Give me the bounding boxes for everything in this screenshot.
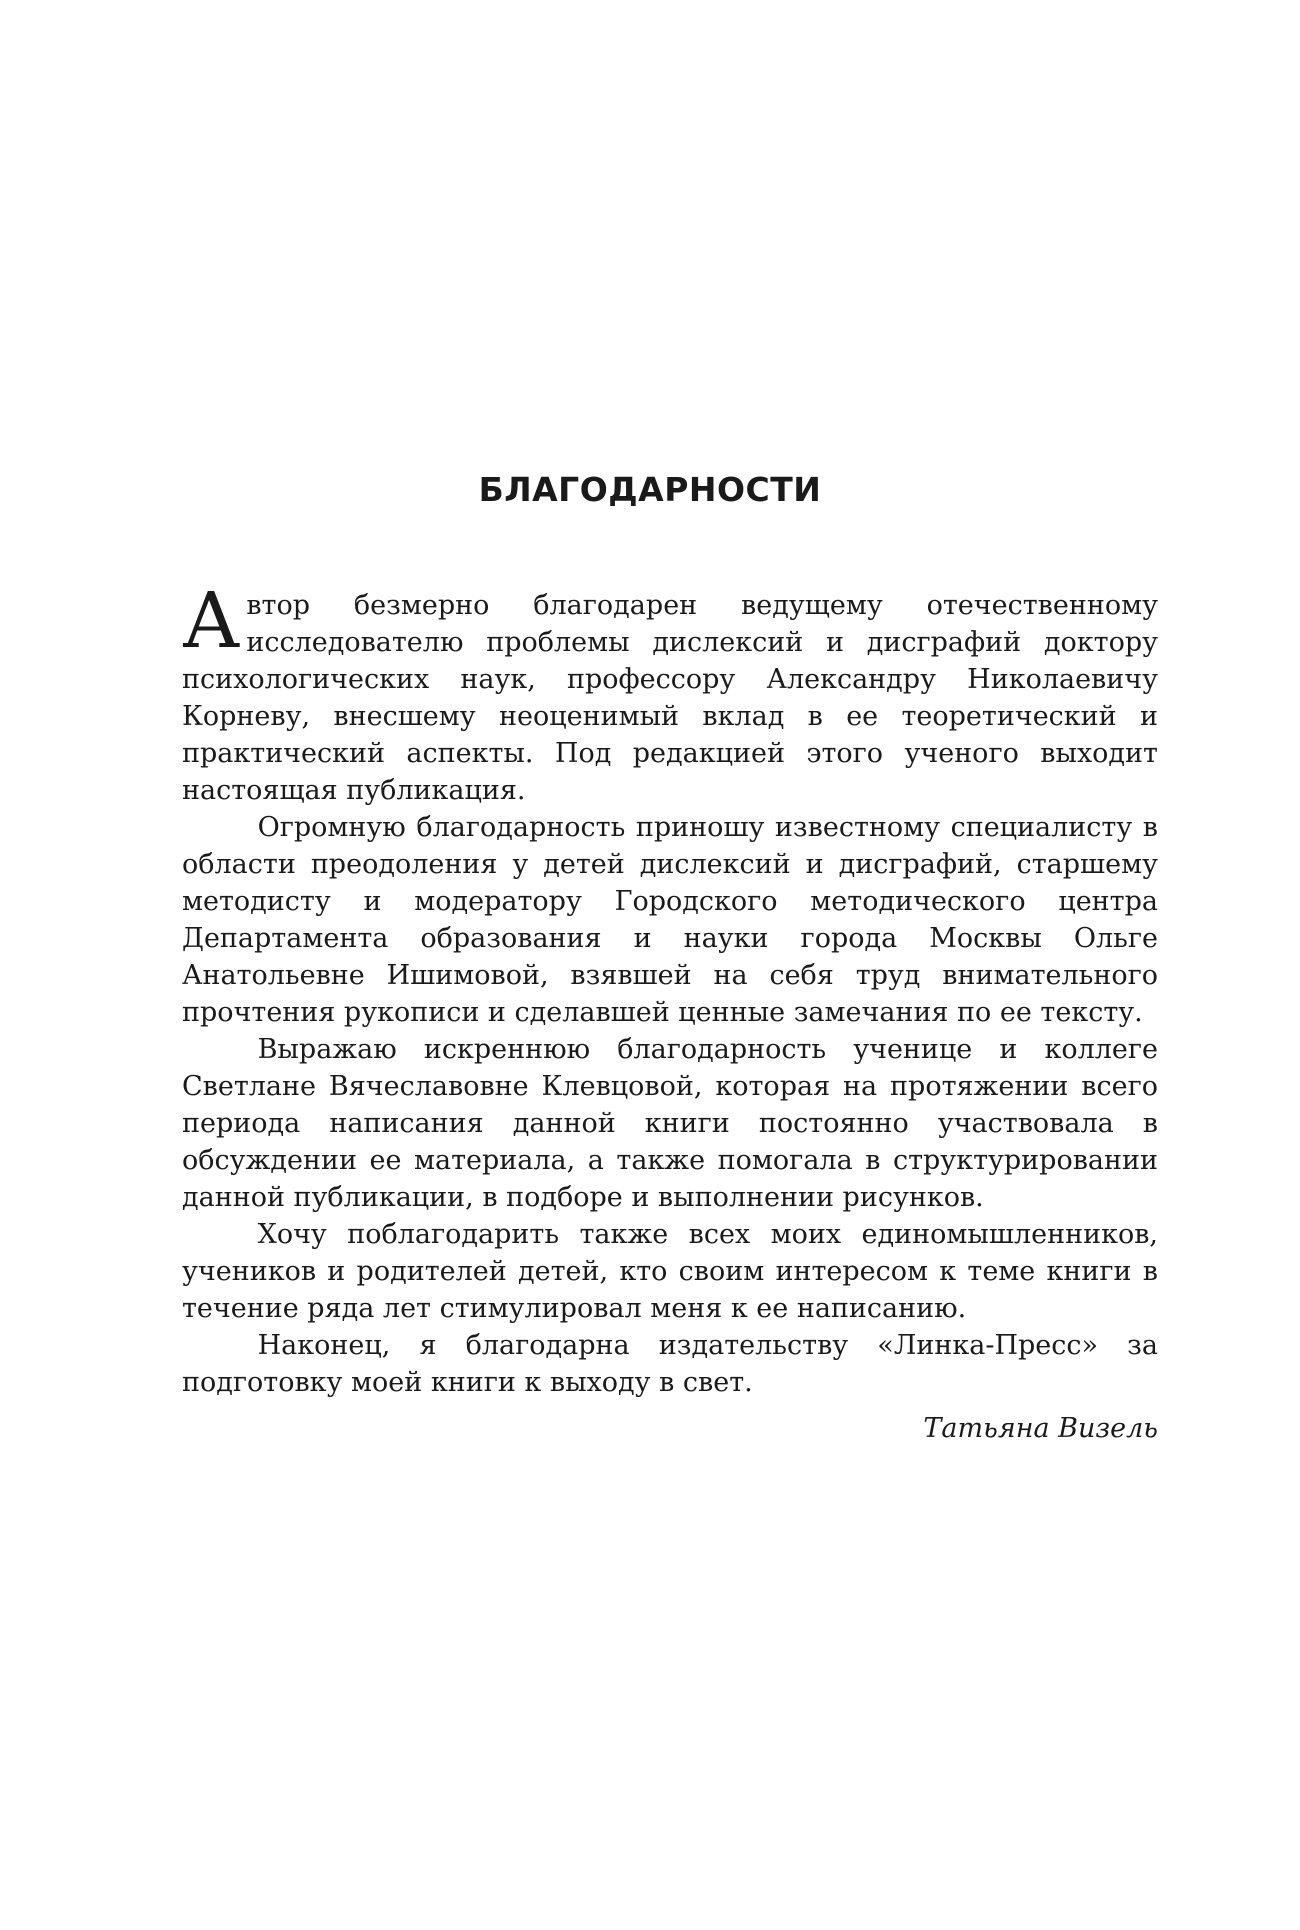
paragraph-5: Наконец, я благодарна издательству «Линка-Пресс» за подготовку моей книги к выходу в свет. <box>182 1330 1158 1398</box>
acknowledgements-text <box>182 577 1158 1401</box>
drop-cap: А <box>182 577 241 666</box>
paragraph-3: Выражаю искреннюю благодарность ученице и коллеге Светлане Вячеславовне Клевцовой, которая на протяжении всего периода написания данной книги постоянно участвовала в обсуждении ее материала, а также помогала в структурировании данной публикации, в подборе и выполнении рисунков. <box>182 1034 1158 1213</box>
page-title: БЛАГОДАРНОСТИ <box>478 470 822 509</box>
paragraph-4: Хочу поблагодарить также всех моих единомышленников, учеников и родителей детей, кто своим интересом к теме книги в течение ряда лет стимулировал меня к ее написанию. <box>182 1219 1158 1324</box>
paragraph-2: Огромную благодарность приношу известному специалисту в области преодоления у детей дислексий и дисграфий, старшему методисту и модератору Городского методического центра Департамента образования и науки города Москвы Ольге Анатольевне Ишимовой, взявшей на себя труд внимательного прочтения рукописи и сделавшей ценные замечания по ее тексту. <box>182 812 1158 1028</box>
paragraph-1-text: втор безмерно благодарен ведущему отечественному исследователю проблемы дислексий и дисграфий доктору психологических наук, профессору Александру Николаевичу Корневу, внесшему неоценимый вклад в ее теоретический и практический аспекты. Под редакцией этого ученого выходит настоящая публикация. <box>182 590 1158 806</box>
author-signature: Татьяна Визель <box>923 1413 1158 1444</box>
paragraph-1 <box>182 577 1158 809</box>
